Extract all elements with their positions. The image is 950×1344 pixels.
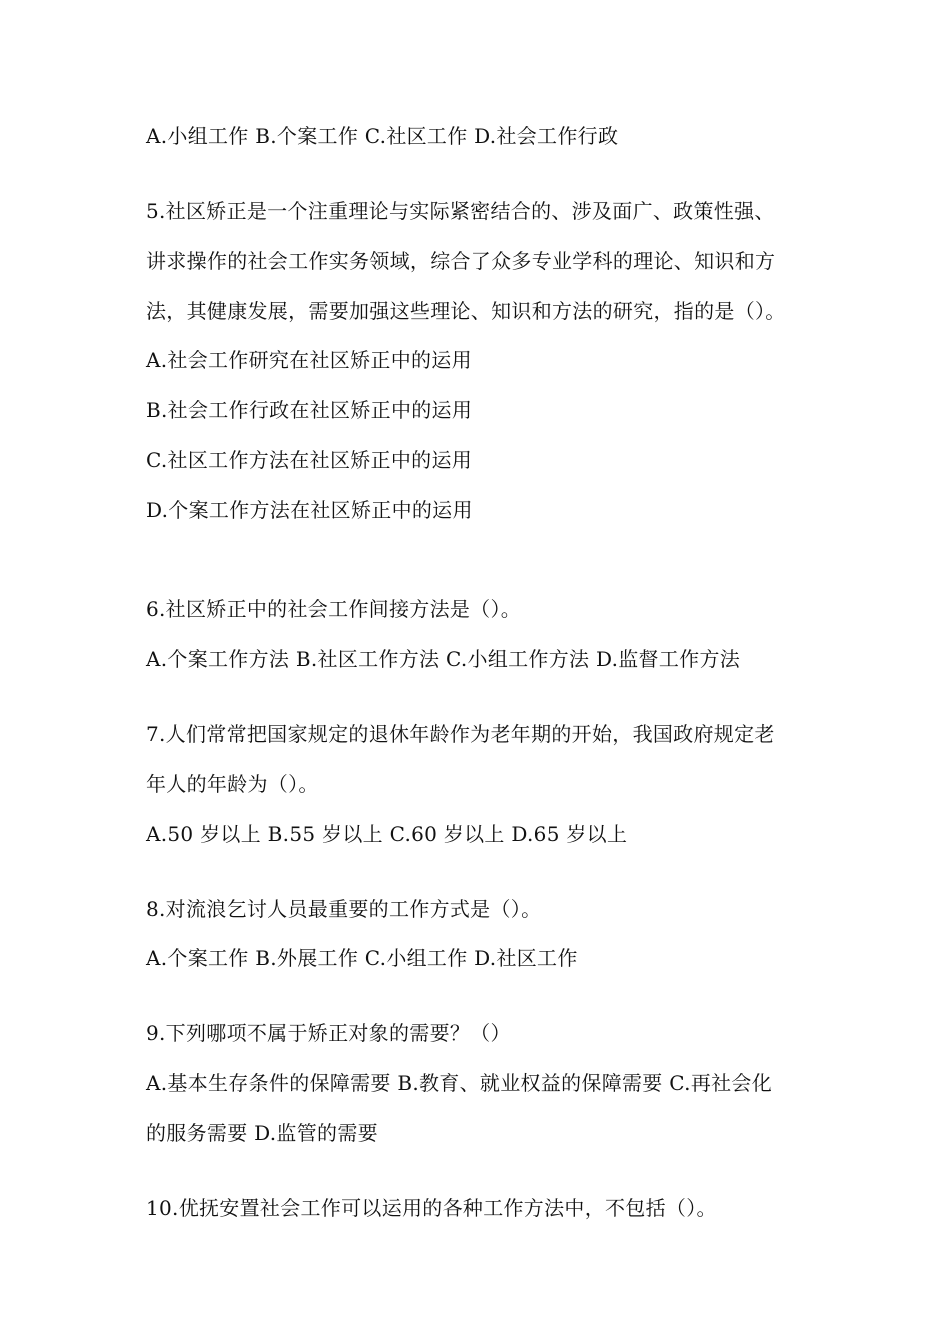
q5-stem-line-1: 5.社区矫正是一个注重理论与实际紧密结合的、涉及面广、政策性强、 bbox=[146, 199, 775, 223]
q9-stem: 9.下列哪项不属于矫正对象的需要？（） bbox=[146, 1021, 511, 1045]
q5-option-b: B.社会工作行政在社区矫正中的运用 bbox=[146, 398, 473, 422]
q10-stem: 10.优抚安置社会工作可以运用的各种工作方法中，不包括（）。 bbox=[146, 1196, 717, 1220]
q7-stem-line-1: 7.人们常常把国家规定的退休年龄作为老年期的开始，我国政府规定老 bbox=[146, 722, 775, 746]
q5-option-a: A.社会工作研究在社区矫正中的运用 bbox=[146, 348, 472, 372]
q7-options: A.50 岁以上 B.55 岁以上 C.60 岁以上 D.65 岁以上 bbox=[146, 822, 628, 846]
q5-stem-line-3: 法，其健康发展，需要加强这些理论、知识和方法的研究，指的是（）。 bbox=[146, 299, 786, 323]
q9-options-line-1: A.基本生存条件的保障需要 B.教育、就业权益的保障需要 C.再社会化 bbox=[146, 1071, 773, 1095]
q6-options: A.个案工作方法 B.社区工作方法 C.小组工作方法 D.监督工作方法 bbox=[146, 647, 741, 671]
q8-options: A.个案工作 B.外展工作 C.小组工作 D.社区工作 bbox=[146, 946, 578, 970]
q9-options-line-2: 的服务需要 D.监管的需要 bbox=[146, 1121, 378, 1145]
q5-stem-line-2: 讲求操作的社会工作实务领域，综合了众多专业学科的理论、知识和方 bbox=[146, 249, 776, 273]
q8-stem: 8.对流浪乞讨人员最重要的工作方式是（）。 bbox=[146, 897, 542, 921]
q4-options: A.小组工作 B.个案工作 C.社区工作 D.社会工作行政 bbox=[146, 124, 619, 148]
q5-option-d: D.个案工作方法在社区矫正中的运用 bbox=[146, 498, 473, 522]
q7-stem-line-2: 年人的年龄为（）。 bbox=[146, 772, 319, 796]
q5-option-c: C.社区工作方法在社区矫正中的运用 bbox=[146, 448, 473, 472]
q6-stem: 6.社区矫正中的社会工作间接方法是（）。 bbox=[146, 597, 522, 621]
